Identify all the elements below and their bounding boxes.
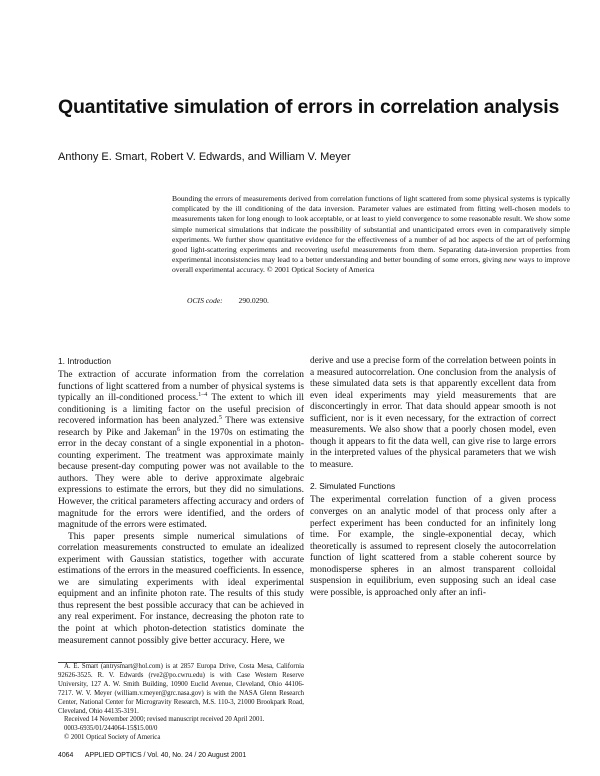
left-column	[58, 356, 304, 647]
footnotes	[58, 663, 304, 743]
footnote-received: Received 14 November 2000; revised manuscript received 20 April 2001.	[64, 716, 265, 724]
intro-text-b: The extent to which ill conditioning is a limiting factor on the useful precision of recovered information has been analyzed.	[58, 393, 304, 427]
section-heading-simulated-functions: 2. Simulated Functions	[310, 481, 396, 492]
ocis-codes: 290.0290.	[238, 296, 269, 305]
footnote-code: 0003-6935/01/244064-15$15.00/0	[64, 725, 158, 733]
ocis-line	[187, 296, 269, 305]
simulated-functions-paragraph: The experimental correlation function of a given process converges on an analytic model of that process only after a perfect experiment has been conducted for an infinitely long time. For example, the single-exponential decay, which theoretically is assumed to represent closely the autocorrelation function of light scattered from a stable coherent source by monodisperse spheres in an almost transparent colloidal suspension in equilibrium, even supposing such an ideal case were possible, is approached only after an infi-	[310, 495, 556, 598]
intro-paragraph-2: This paper presents simple numerical simulations of correlation measurements constructed to emulate an idealized experiment with Gaussian statistics, together with accurate estimations of the errors in the measured coefficients. In essence, we are simulating experiments with ideal experimental equipment and an infinite photon rate. The results of this study thus represent the best possible accuracy that can be achieved in any real experiment. For instance, decreasing the photon rate to the point at which photon-detection statistics dominate the measurement cannot possibly give better accuracy. Here, we	[58, 531, 304, 646]
footnote-affiliations: A. E. Smart (antrysmart@hol.com) is at 2857 Europa Drive, Costa Mesa, California 92626-3525. R. V. Edwards (rve2@po.cwru.edu) is with Case Western Reserve University, 127 A. W. Smith Building, 10900 Euclid Avenue, Cleveland, Ohio 44106-7217. W. V. Meyer (william.v.meyer@grc.nasa.gov) is with the NASA Glenn Research Center, National Center for Microgravity Research, M.S. 110-3, 21000 Brookpark Road, Cleveland, Ohio 44135-3191.	[58, 663, 304, 715]
citation-6: 6	[176, 426, 180, 433]
footnote-copyright: © 2001 Optical Society of America	[64, 734, 161, 742]
ocis-label: OCIS code:	[187, 296, 223, 305]
right-column	[310, 356, 556, 599]
author-list: Anthony E. Smart, Robert V. Edwards, and William V. Meyer	[58, 151, 351, 163]
page-number: 4064	[58, 752, 74, 759]
intro-text-c: There was extensive research by Pike and Jakeman	[58, 416, 305, 438]
intro-text-d: in the 1970s on estimating the error in the decay constant of a single exponential in a photon-counting experiment. The treatment was approximate mainly because present-day computing power was not available to the authors. They were able to derive approximate algebraic expressions to estimate the errors, but they did no simulations. However, the critical parameters affecting accuracy and orders of magnitude for the errors were identified, and the orders of magnitude of the errors were estimated.	[58, 427, 304, 531]
citation-5: 5	[218, 415, 222, 422]
citation-1-4: 1–4	[198, 391, 208, 398]
section-heading-introduction: 1. Introduction	[58, 356, 112, 366]
abstract: Bounding the errors of measurements derived from correlation functions of light scattered from some physical systems is typically complicated by the ill conditioning of the data inversion. Parameter values are estimated from fitting well-chosen models to measurements taken for long enough to look acceptable, or at least to yield convergence to some reasonable result. We show some simple numerical simulations that indicate the possibility of substantial and unanticipated errors even in comparatively simple experiments. We further show quantitative evidence for the effectiveness of a number of ad hoc aspects of the art of performing good light-scattering experiments and recovering useful measurements from them. Separating data-inversion properties from experimental inconsistencies may lead to a better understanding and better bounding of some errors, giving new ways to improve overall experimental accuracy. © 2001 Optical Society of America	[172, 194, 570, 275]
intro-paragraph-2-continued: derive and use a precise form of the correlation between points in a measured autocorrelation. One conclusion from the analysis of these simulated data sets is that apparently excellent data from even ideal experiments may yield measurements that are disconcertingly in error. That data should appear smooth is not sufficient, nor is it even necessary, for the extraction of correct measurements. We also show that a poorly chosen model, even though it appears to fit the data well, can give rise to large errors in the interpreted values of the physical parameters that we wish to measure.	[310, 356, 556, 470]
journal-info: APPLIED OPTICS / Vol. 40, No. 24 / 20 August 2001	[84, 752, 247, 759]
page-footer	[58, 752, 246, 759]
intro-paragraph-1	[58, 370, 304, 532]
intro-text-a: The extraction of accurate information from the correlation functions of light scattered from a number of physical systems is typically an ill-conditioned process.	[58, 370, 304, 404]
paper-title: Quantitative simulation of errors in correlation analysis	[58, 96, 560, 118]
